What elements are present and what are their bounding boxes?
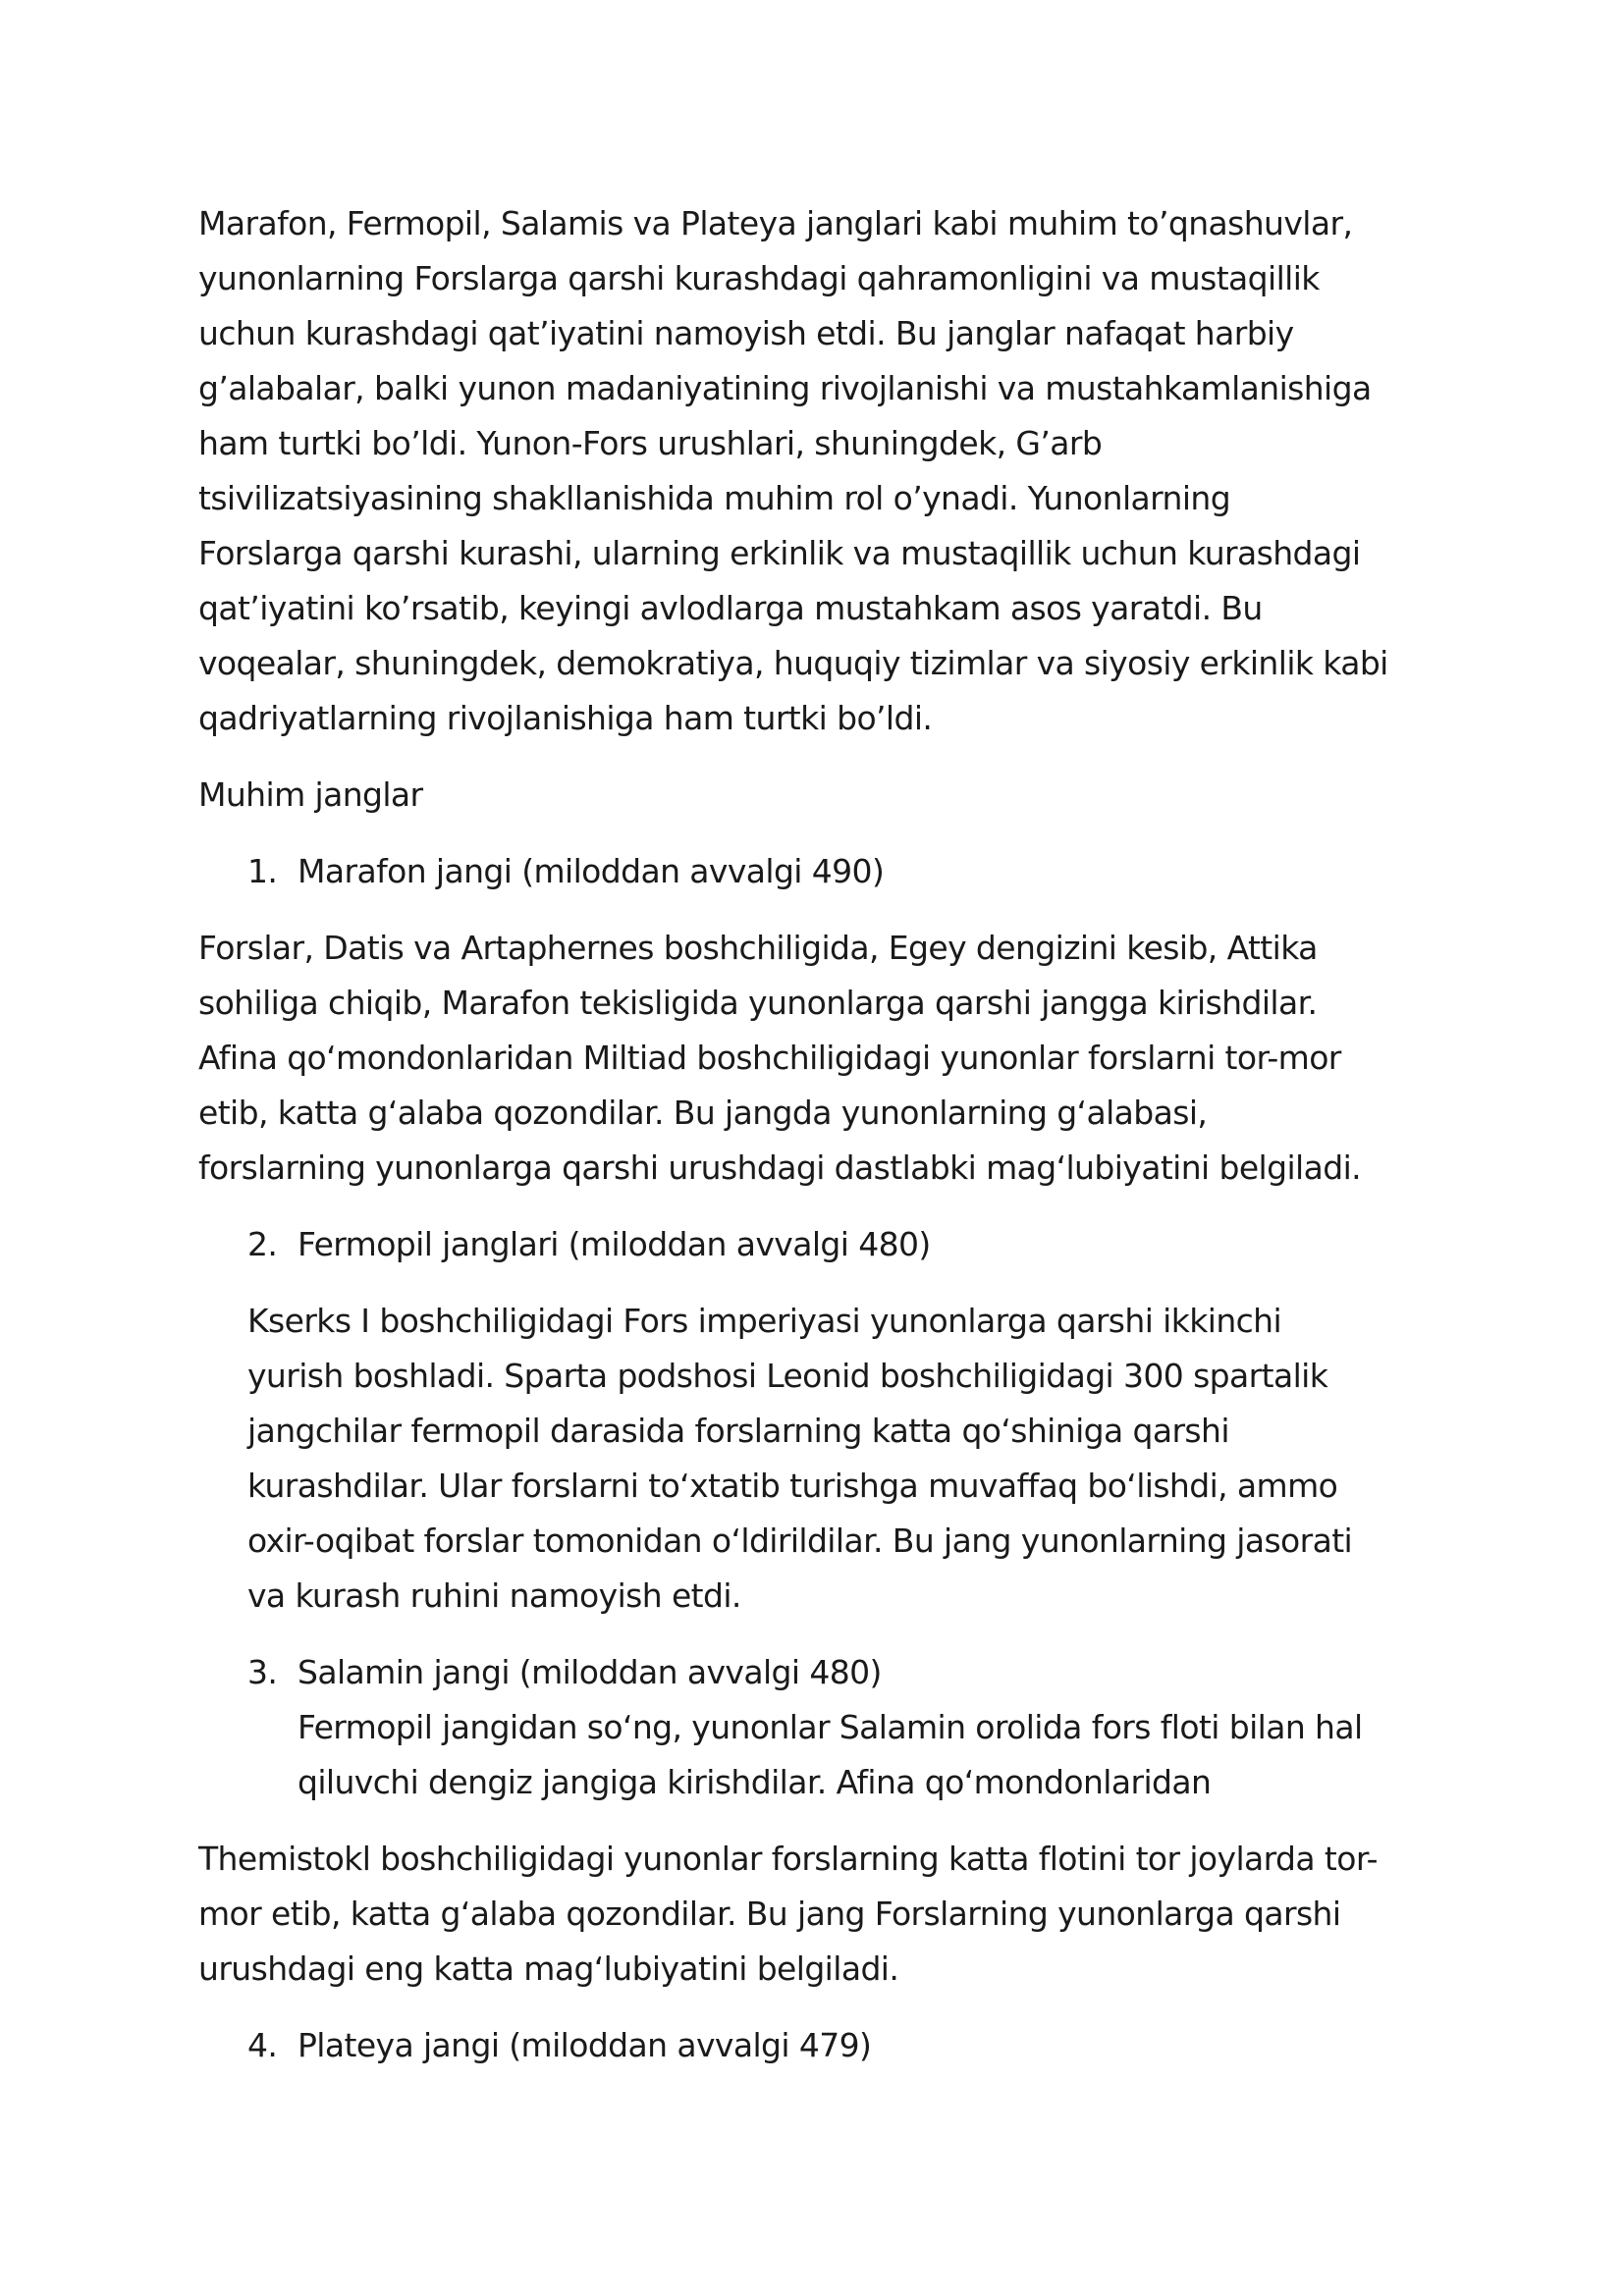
list-number: 2. xyxy=(247,1225,278,1263)
list-number: 3. xyxy=(247,1653,278,1691)
marafon-paragraph: Forslar, Datis va Artaphernes boshchiligida, Egey dengizini kesib, Attika sohiliga chiqib, Marafon tekisligida yunonlarga qarshi jangga kirishdilar. Afina qo‘mondonlaridan Miltiad boshchiligidagi yunonlar forslarni tor-mor etib, katta g‘alaba qozondilar. Bu jangda yunonlarning g‘alabasi, forslarning yunonlarga qarshi urushdagi dastlabki mag‘lubiyatini belgiladi. xyxy=(198,929,1362,1187)
salamin-paragraph-inline: Fermopil jangidan so‘ng, yunonlar Salamin orolida fors floti bilan hal qiluvchi dengiz jangiga kirishdilar. Afina qo‘mondonlaridan xyxy=(298,1708,1363,1801)
list-item-marafon xyxy=(247,844,1445,899)
list-item-fermopil xyxy=(247,1217,1445,1272)
list-number: 4. xyxy=(247,2026,278,2064)
list-item-title: Salamin jangi (miloddan avvalgi 480) xyxy=(298,1653,882,1691)
document-page xyxy=(198,196,1445,2073)
list-item-title: Marafon jangi (miloddan avvalgi 490) xyxy=(298,852,885,890)
section-heading: Muhim janglar xyxy=(198,775,423,814)
list-number: 1. xyxy=(247,852,278,890)
salamin-paragraph-continued: Themistokl boshchiligidagi yunonlar forslarning katta flotini tor joylarda tor- mor etib, katta g‘alaba qozondilar. Bu jang Forslarning yunonlarga qarshi urushdagi eng katta mag‘lubiyatini belgiladi. xyxy=(198,1840,1378,1988)
list-item-plateya xyxy=(247,2018,1445,2073)
list-item-title: Plateya jangi (miloddan avvalgi 479) xyxy=(298,2026,872,2064)
fermopil-paragraph: Kserks I boshchiligidagi Fors imperiyasi yunonlarga qarshi ikkinchi yurish boshladi. Sparta podshosi Leonid boshchiligidagi 300 spartalik jangchilar fermopil darasida forslarning katta qo‘shiniga qarshi kurashdilar. Ular forslarni to‘xtatib turishga muvaffaq bo‘lishdi, ammo oxir-oqibat forslar tomonidan o‘ldirildilar. Bu jang yunonlarning jasorati va kurash ruhini namoyish etdi. xyxy=(247,1302,1353,1615)
intro-paragraph: Marafon, Fermopil, Salamis va Plateya janglari kabi muhim to’qnashuvlar, yunonlarning Forslarga qarshi kurashdagi qahramonligini va mustaqillik uchun kurashdagi qat’iyatini namoyish etdi. Bu janglar nafaqat harbiy g’alabalar, balki yunon madaniyatining rivojlanishi va mustahkamlanishiga ham turtki bo’ldi. Yunon-Fors urushlari, shuningdek, G’arb tsivilizatsiyasining shakllanishida muhim rol o’ynadi. Yunonlarning Forslarga qarshi kurashi, ularning erkinlik va mustaqillik uchun kurashdagi qat’iyatini ko’rsatib, keyingi avlodlarga mustahkam asos yaratdi. Bu voqealar, shuningdek, demokratiya, huquqiy tizimlar va siyosiy erkinlik kabi qadriyatlarning rivojlanishiga ham turtki bo’ldi. xyxy=(198,204,1388,737)
list-item-content xyxy=(298,1645,1445,1810)
list-item-salamin xyxy=(247,1645,1445,1810)
list-item-title: Fermopil janglari (miloddan avvalgi 480) xyxy=(298,1225,931,1263)
